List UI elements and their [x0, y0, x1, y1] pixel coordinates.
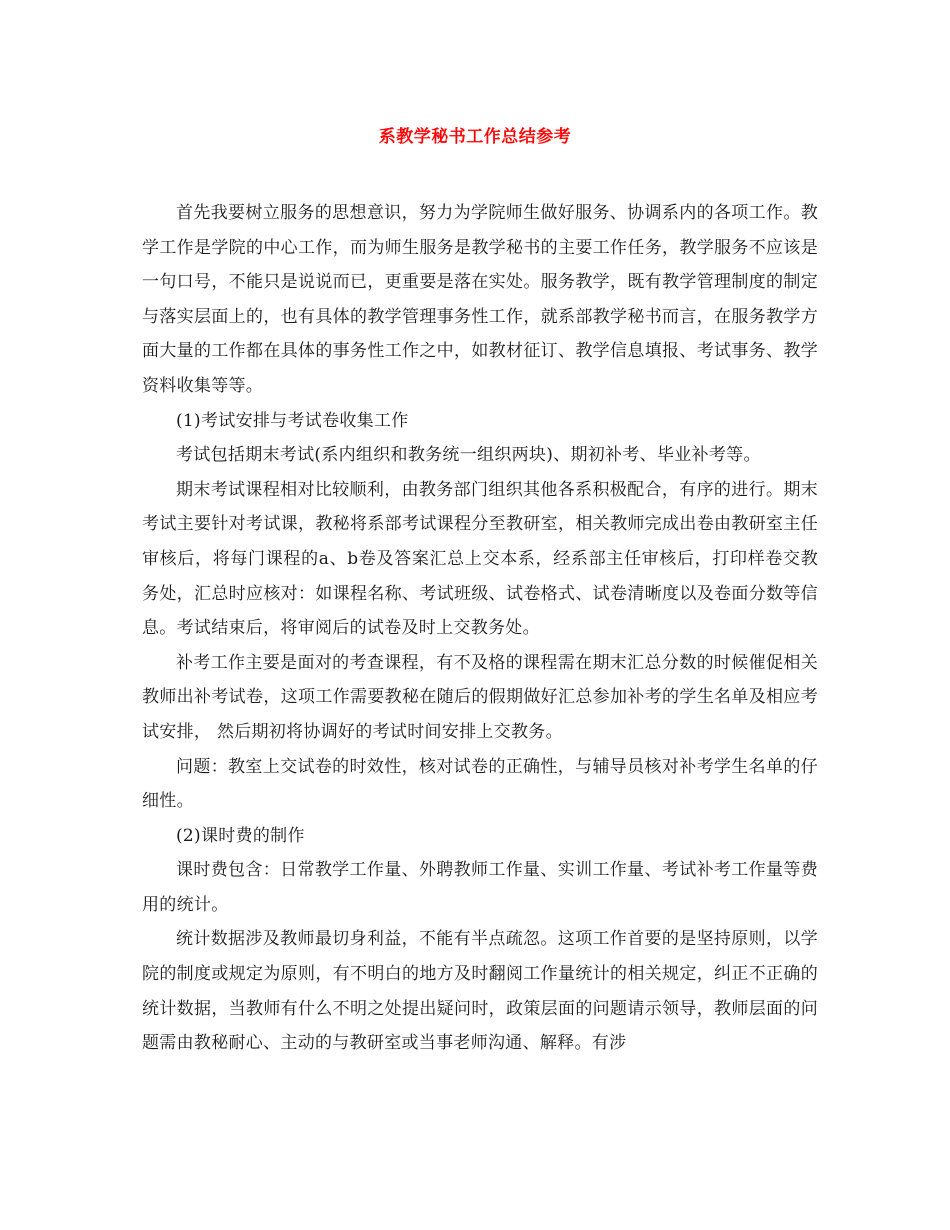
- document-title: 系教学秘书工作总结参考: [378, 127, 572, 147]
- paragraph-final-exam: 期末考试课程相对比较顺利，由教务部门组织其他各系积极配合，有序的进行。期末考试主要针对考试课，教秘将系部考试课程分至教研室，相关教师完成出卷由教研室主任审核后，将每门课程的a、b卷及答案汇总上交本系，经系部主任审核后，打印样卷交教务处，汇总时应核对：如课程名称、考试班级、试卷格式、试卷清晰度以及卷面分数等信息。考试结束后，将审阅后的试卷及时上交教务处。: [142, 479, 818, 639]
- paragraph-exam-types: 考试包括期末考试(系内组织和教务统一组织两块)、期初补考、毕业补考等。: [176, 445, 761, 466]
- paragraph-intro: 首先我要树立服务的思想意识，努力为学院师生做好服务、协调系内的各项工作。教学工作是学院的中心工作，而为师生服务是教学秘书的主要工作任务，教学服务不应该是一句口号，不能只是说说而已，更重要是落在实处。服务教学，既有教学管理制度的制定与落实层面上的，也有具体的教学管理事务性工作，就系部教学秘书而言，在服务教学方面大量的工作都在具体的事务性工作之中，如教材征订、教学信息填报、考试事务、教学资料收集等等。: [142, 203, 818, 396]
- paragraph-makeup-exam: 补考工作主要是面对的考查课程，有不及格的课程需在期末汇总分数的时候催促相关教师出补考试卷，这项工作需要教秘在随后的假期做好汇总参加补考的学生名单及相应考试安排， 然后期初将协调好的考试时间安排上交教务。: [142, 652, 818, 742]
- document-body: [142, 196, 818, 1061]
- paragraph-statistics: 统计数据涉及教师最切身利益，不能有半点疏忽。这项工作首要的是坚持原则，以学院的制度或规定为原则，有不明白的地方及时翻阅工作量统计的相关规定，纠正不正确的统计数据，当教师有什么不明之处提出疑问时，政策层面的问题请示领导，教师层面的问题需由教秘耐心、主动的与教研室或当事老师沟通、解释。有涉: [142, 929, 818, 1054]
- section-heading-fees: (2)课时费的制作: [176, 825, 305, 846]
- paragraph-fee-contents: 课时费包含：日常教学工作量、外聘教师工作量、实训工作量、考试补考工作量等费用的统计。: [142, 860, 818, 915]
- paragraph-issues: 问题：教室上交试卷的时效性，核对试卷的正确性，与辅导员核对补考学生名单的仔细性。: [142, 756, 818, 812]
- section-heading-exam: (1)考试安排与考试卷收集工作: [176, 410, 409, 431]
